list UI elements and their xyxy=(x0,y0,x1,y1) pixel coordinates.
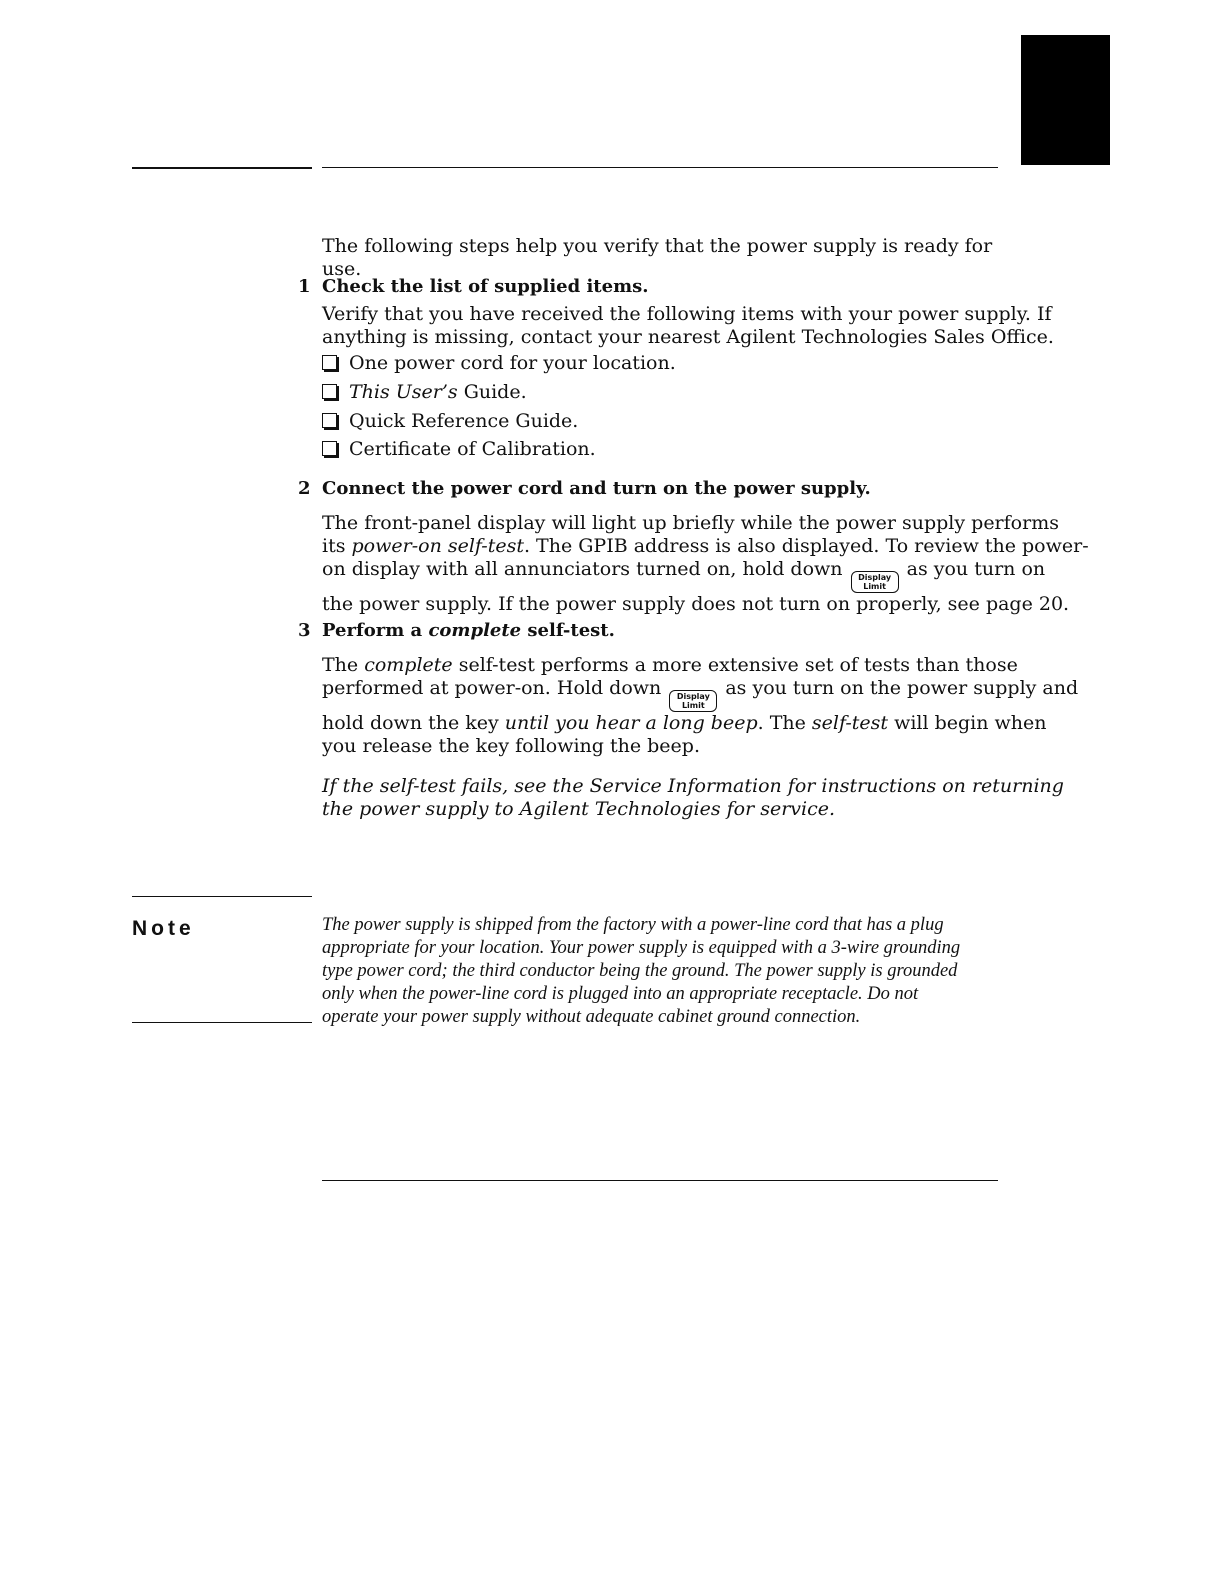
note-line: The power supply is shipped from the factory with a power-line cord that has a plug xyxy=(322,915,944,935)
step-2-line: The front-panel display will light up briefly while the power supply performs xyxy=(322,512,1059,534)
text-run: as you turn on xyxy=(906,558,1046,580)
checklist-item-italic: This User’s xyxy=(349,381,458,403)
checklist-item-text: Guide. xyxy=(457,381,527,403)
text-run-italic: complete xyxy=(364,654,453,676)
step-2-line: the power supply. If the power supply does not turn on properly, see page 20. xyxy=(322,593,1070,615)
key-label-top: Display xyxy=(676,692,710,701)
step-2-number: 2 xyxy=(298,478,311,499)
checklist-item-text: Certificate of Calibration. xyxy=(349,438,596,460)
step-3-line xyxy=(322,712,1047,735)
checklist-item xyxy=(322,438,596,461)
text-run-italic: self-test xyxy=(811,712,889,734)
checkbox-icon[interactable] xyxy=(322,384,337,399)
failure-line: If the self-test fails, see the Service Information for instructions on returning xyxy=(322,775,1064,797)
text-run: its xyxy=(322,535,352,557)
step-1-paragraph xyxy=(322,303,1054,349)
step-2-line xyxy=(322,535,1089,558)
step-3-line xyxy=(322,677,1079,712)
step-2-title: Connect the power cord and turn on the power supply. xyxy=(322,478,871,499)
text-run-italic: until you hear a long beep xyxy=(504,712,758,734)
note-line: only when the power-line cord is plugged into an appropriate receptacle. Do not xyxy=(322,984,919,1004)
step-2-paragraph xyxy=(322,512,1089,616)
text-run: as you turn on the power supply and xyxy=(725,677,1079,699)
key-label-top: Display xyxy=(858,573,892,582)
step-1-line: anything is missing, contact your nearest Agilent Technologies Sales Office. xyxy=(322,326,1054,348)
checkbox-icon[interactable] xyxy=(322,355,337,370)
step-1-title: Check the list of supplied items. xyxy=(322,276,649,297)
step-1-line: Verify that you have received the following items with your power supply. If xyxy=(322,303,1052,325)
failure-line: the power supply to Agilent Technologies for service. xyxy=(322,798,836,820)
text-run-italic: complete xyxy=(428,620,522,641)
text-run: self-test performs a more extensive set of tests than those xyxy=(452,654,1018,676)
text-run: Perform a xyxy=(322,620,429,641)
note-text xyxy=(322,914,998,1029)
text-run: . The GPIB address is also displayed. To review the power- xyxy=(523,535,1089,557)
note-label: Note xyxy=(132,917,195,940)
text-run: . The xyxy=(757,712,812,734)
footer-rule xyxy=(322,1180,998,1181)
checklist-item xyxy=(322,352,676,375)
note-rule-top xyxy=(132,896,312,897)
header-rule-main xyxy=(322,167,998,168)
header-rule-left xyxy=(132,167,312,169)
checklist-item xyxy=(322,381,527,404)
text-run-italic: power-on self-test xyxy=(351,535,524,557)
display-limit-key-icon xyxy=(851,571,899,593)
text-run: will begin when xyxy=(888,712,1047,734)
step-2-line xyxy=(322,558,1046,593)
text-run: hold down the key xyxy=(322,712,505,734)
note-rule-bottom xyxy=(132,1022,312,1023)
checklist-item xyxy=(322,410,578,433)
step-3-line: you release the key following the beep. xyxy=(322,735,700,757)
text-run: The xyxy=(322,654,365,676)
key-label-bottom: Limit xyxy=(681,701,705,710)
text-run: performed at power-on. Hold down xyxy=(322,677,662,699)
intro-text: The following steps help you verify that the power supply is ready for use. xyxy=(322,235,993,280)
checkbox-icon[interactable] xyxy=(322,413,337,428)
key-label-bottom: Limit xyxy=(863,582,886,591)
checklist-item-text: One power cord for your location. xyxy=(349,352,676,374)
self-test-failure-text xyxy=(322,775,1064,821)
note-line: operate your power supply without adequate cabinet ground connection. xyxy=(322,1007,861,1027)
text-run: on display with all annunciators turned on, hold down xyxy=(322,558,843,580)
step-3-line xyxy=(322,654,1018,677)
checkbox-icon[interactable] xyxy=(322,441,337,456)
step-3-number: 3 xyxy=(298,620,311,641)
step-1-number: 1 xyxy=(298,276,311,297)
note-line: type power cord; the third conductor being the ground. The power supply is grounded xyxy=(322,961,958,981)
checklist-item-text: Quick Reference Guide. xyxy=(349,410,579,432)
text-run: self-test. xyxy=(521,620,615,641)
display-limit-key-icon xyxy=(669,690,717,712)
step-3-paragraph xyxy=(322,654,1079,758)
note-line: appropriate for your location. Your power supply is equipped with a 3-wire grounding xyxy=(322,938,961,958)
chapter-tab-block xyxy=(1021,35,1110,165)
step-3-title xyxy=(322,620,615,641)
